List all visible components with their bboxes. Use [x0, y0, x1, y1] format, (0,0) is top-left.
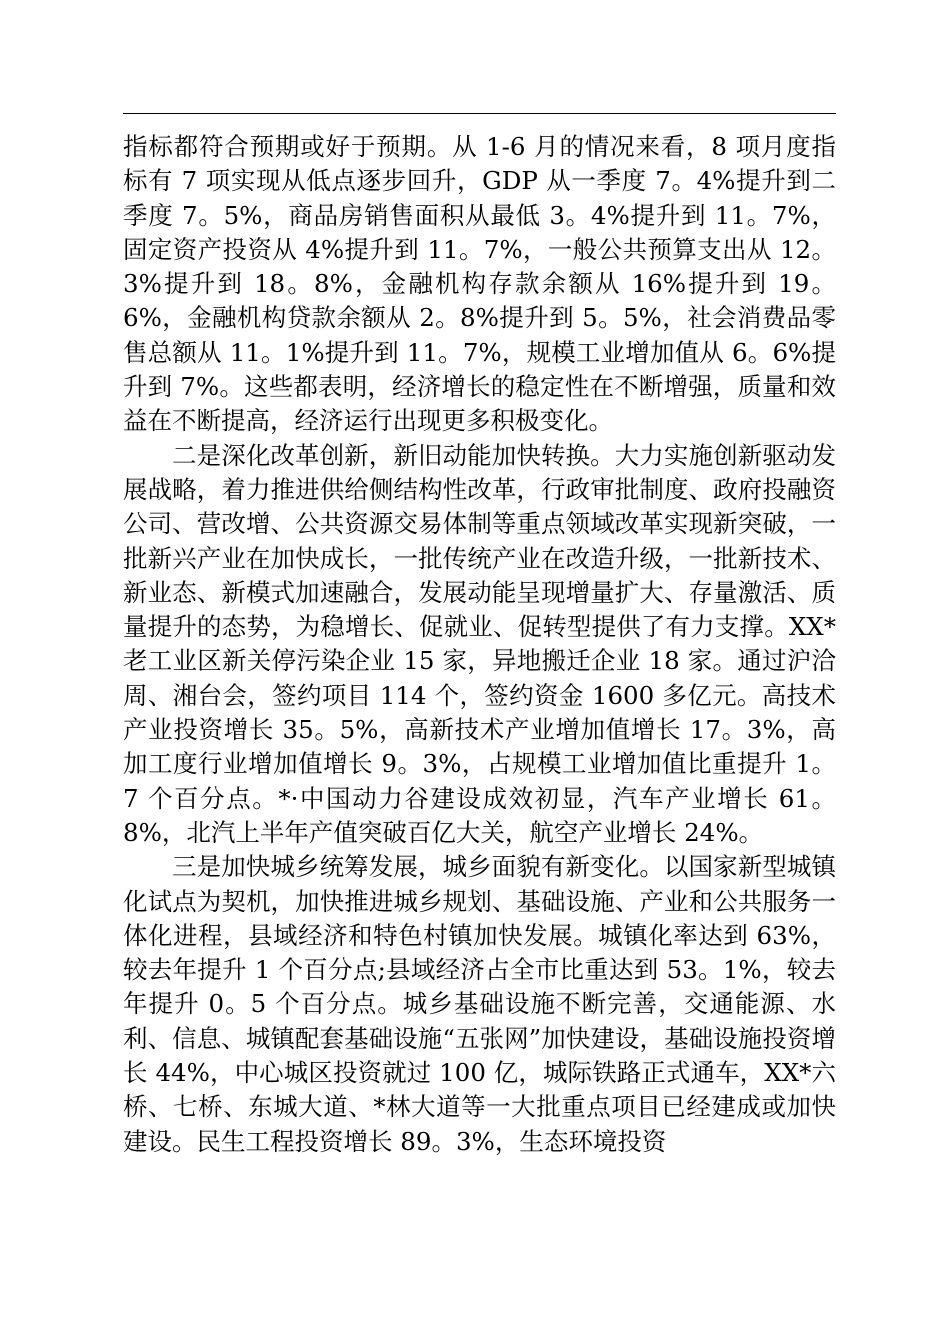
document-body: [123, 130, 836, 1159]
paragraph-economic-indicators: 指标都符合预期或好于预期。从 1-6 月的情况来看，8 项月度指标有 7 项实现从低点逐步回升，GDP 从一季度 7。4%提升到二季度 7。5%，商品房销售面积从最低 3。4%提升到 11。7%，固定资产投资从 4%提升到 11。7%，一般公共预算支出从 12。3%提升到 18。8%，金融机构存款余额从 16%提升到 19。6%，金融机构贷款余额从 2。8%提升到 5。5%，社会消费品零售总额从 11。1%提升到 11。7%，规模工业增加值从 6。6%提升到 7%。这些都表明，经济增长的稳定性在不断增强，质量和效益在不断提高，经济运行出现更多积极变化。: [123, 132, 836, 436]
header-rule: [123, 113, 836, 114]
paragraph-urban-rural-development: 三是加快城乡统筹发展，城乡面貌有新变化。以国家新型城镇化试点为契机，加快推进城乡规划、基础设施、产业和公共服务一体化进程，县域经济和特色村镇加快发展。城镇化率达到 63%，较去年提升 1 个百分点;县域经济占全市比重达到 53。1%，较去年提升 0。5 个百分点。城乡基础设施不断完善，交通能源、水利、信息、城镇配套基础设施“五张网”加快建设，基础设施投资增长 44%，中心城区投资就过 100 亿，城际铁路正式通车，XX*六桥、七桥、东城大道、*林大道等一大批重点项目已经建成或加快建设。民生工程投资增长 89。3%，生态环境投资: [123, 852, 836, 1156]
paragraph-reform-innovation: 二是深化改革创新，新旧动能加快转换。大力实施创新驱动发展战略，着力推进供给侧结构性改革，行政审批制度、政府投融资公司、营改增、公共资源交易体制等重点领域改革实现新突破，一批新兴产业在加快成长，一批传统产业在改造升级，一批新技术、新业态、新模式加速融合，发展动能呈现增量扩大、存量激活、质量提升的态势，为稳增长、促就业、促转型提供了有力支撑。XX*老工业区新关停污染企业 15 家，异地搬迁企业 18 家。通过沪洽周、湘台会，签约项目 114 个，签约资金 1600 多亿元。高技术产业投资增长 35。5%，高新技术产业增加值增长 17。3%，高加工度行业增加值增长 9。3%，占规模工业增加值比重提升 1。7 个百分点。*·中国动力谷建设成效初显，汽车产业增长 61。8%，北汽上半年产值突破百亿大关，航空产业增长 24%。: [123, 440, 836, 847]
